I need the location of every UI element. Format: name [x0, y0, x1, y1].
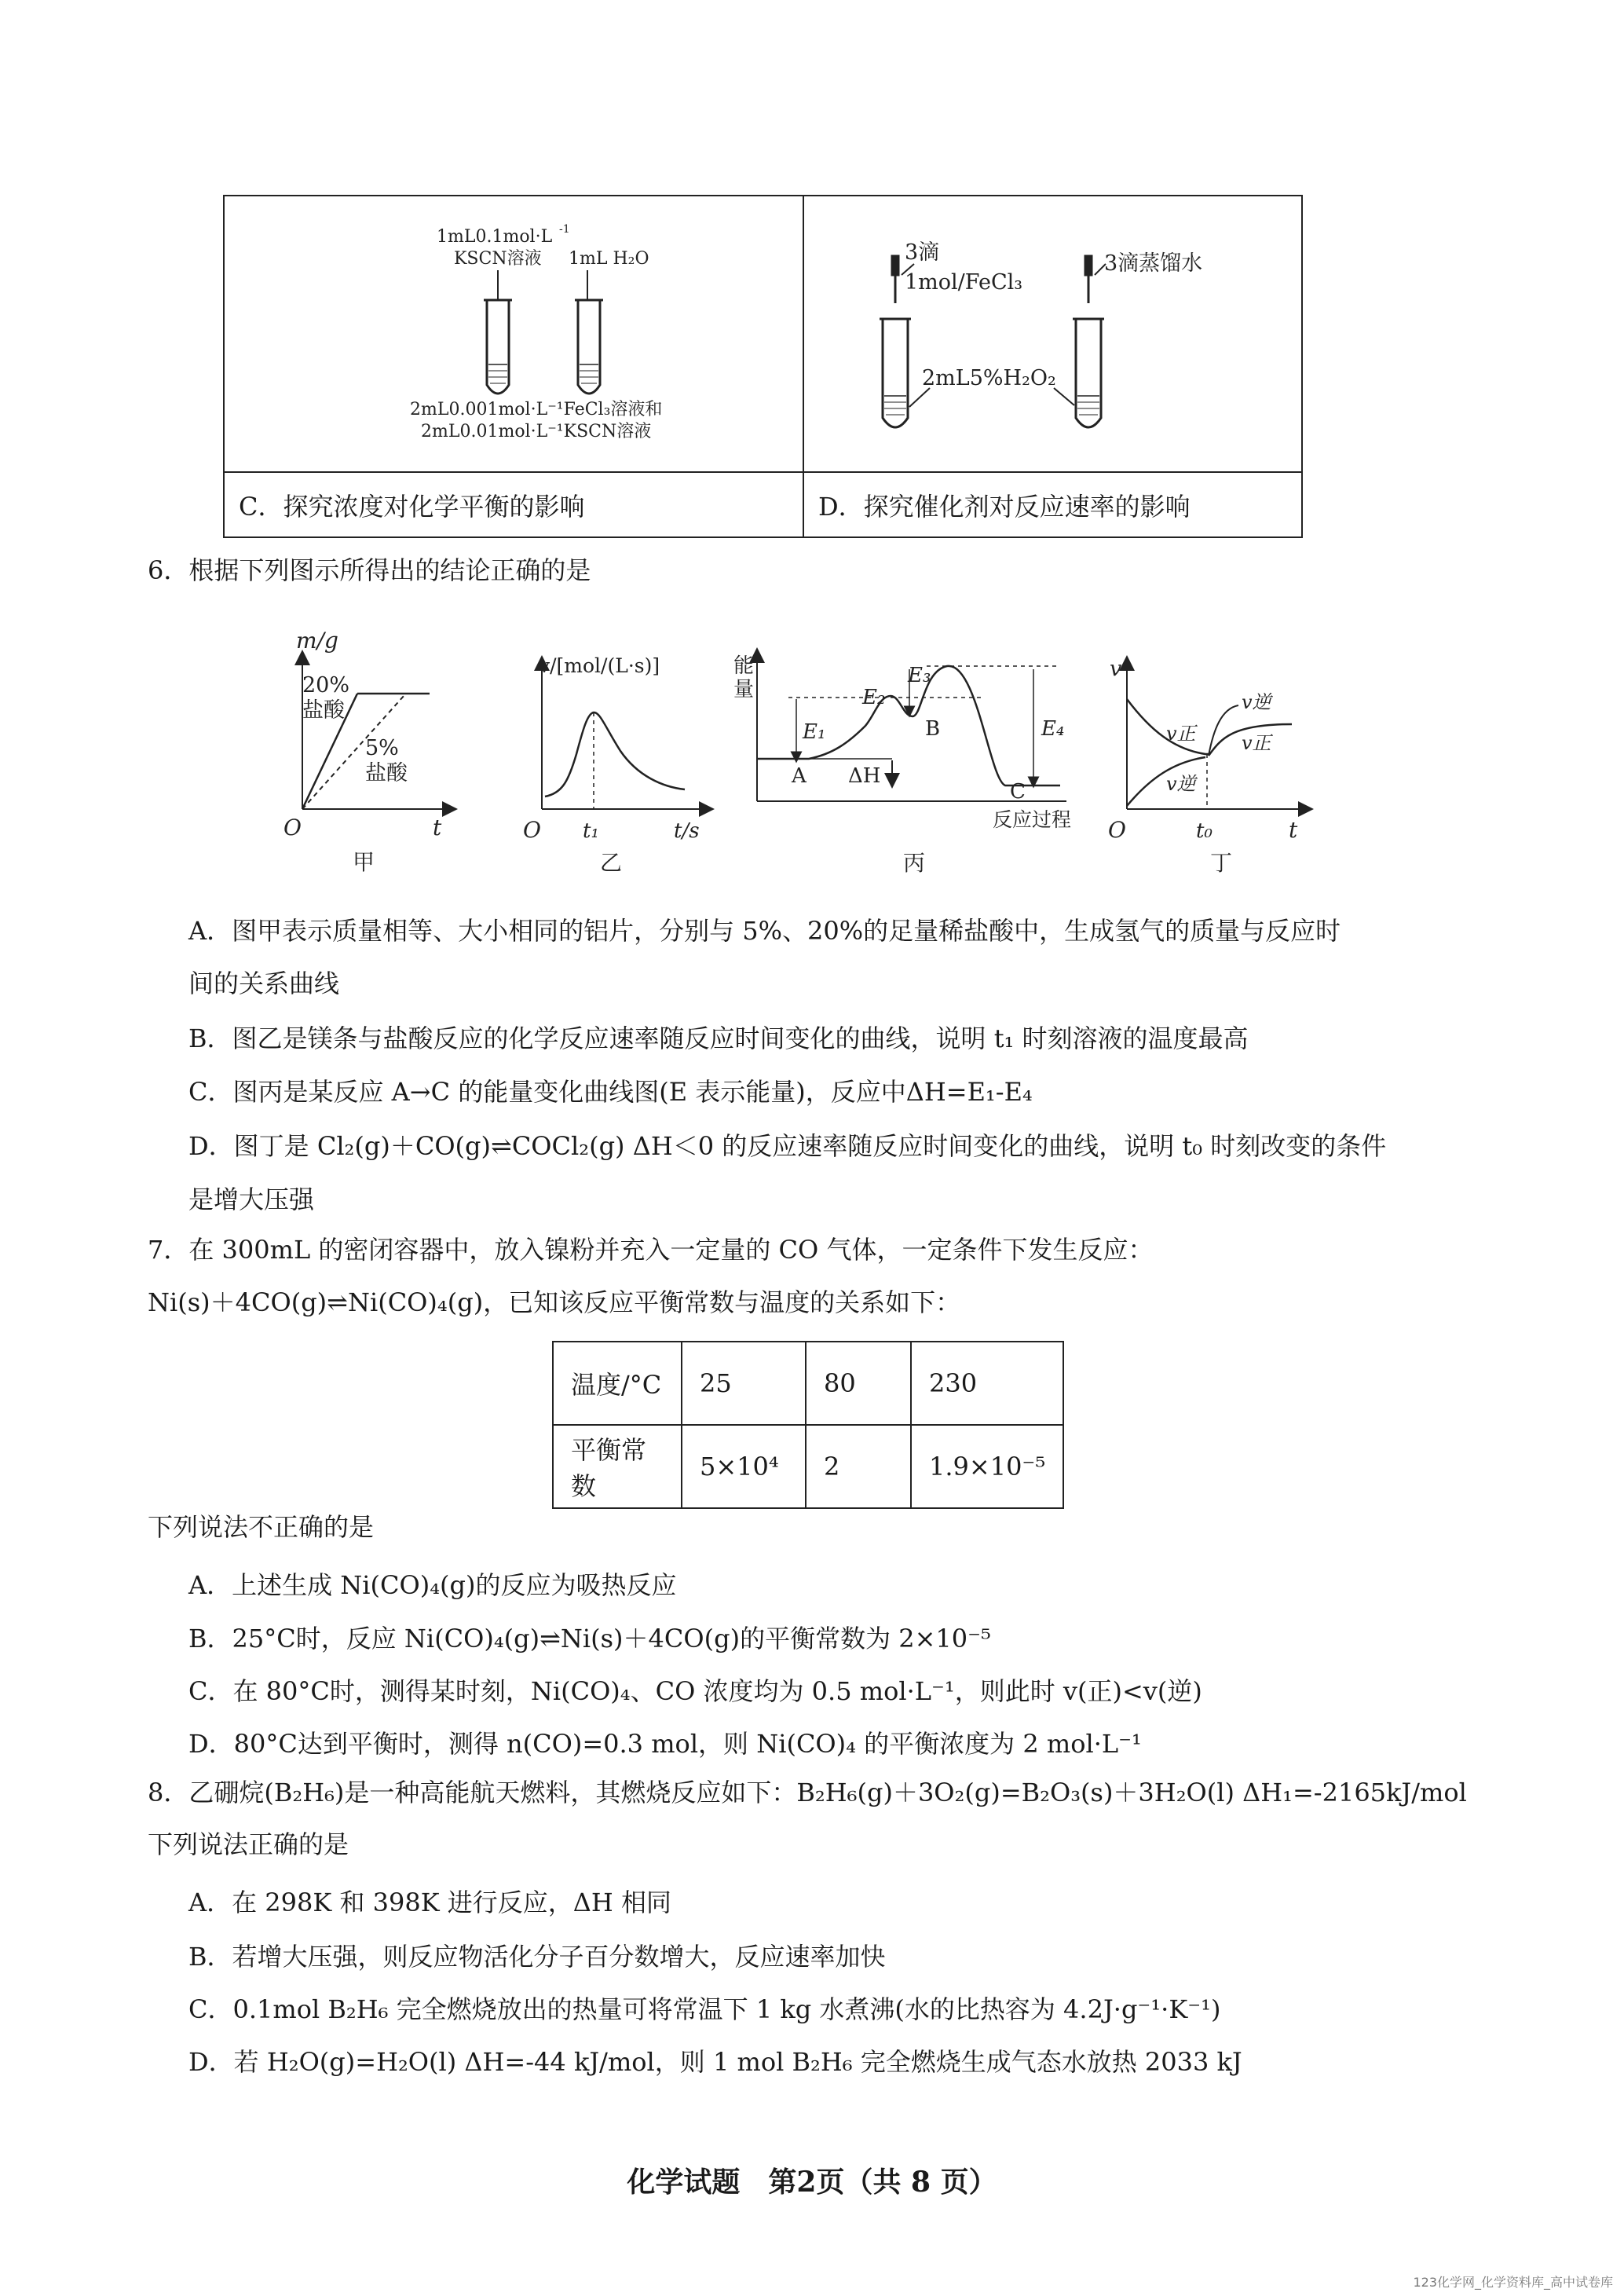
graph-bing	[730, 644, 1074, 884]
ding-caption: 丁	[1210, 850, 1233, 876]
q8-option-c: C．0.1mol B₂H₆ 完全燃烧放出的热量可将常温下 1 kg 水煮沸(水的比热容为 4.2J·g⁻¹·K⁻¹)	[188, 1994, 1221, 2024]
q8-option-b: B．若增大压强，则反应物活化分子百分数增大，反应速率加快	[188, 1942, 886, 1972]
table-cell: 25	[682, 1342, 806, 1425]
bing-e1: E₁	[803, 720, 826, 744]
table-cell: 80	[806, 1342, 911, 1425]
graph-ding	[1103, 652, 1323, 884]
ding-v-ni-bottom: v逆	[1166, 773, 1196, 795]
q7-option-d: D．80°C达到平衡时，测得 n(CO)=0.3 mol，则 Ni(CO)₄ 的平衡浓度为 2 mol·L⁻¹	[188, 1729, 1142, 1759]
jia-xlabel: t	[433, 815, 442, 840]
q7-option-c: C．在 80°C时，测得某时刻，Ni(CO)₄、CO 浓度均为 0.5 mol·L⁻¹，则此时 v(正)<v(逆)	[188, 1676, 1202, 1706]
yi-origin: O	[523, 817, 541, 843]
yi-ylabel: v/[mol/(L·s)]	[539, 654, 660, 677]
caption-d: D．探究催化剂对反应速率的影响	[818, 492, 1191, 522]
q6-option-b: B．图乙是镁条与盐酸反应的化学反应速率随反应时间变化的曲线，说明 t₁ 时刻溶液的温度最高	[188, 1023, 1249, 1053]
table-cell: 5×10⁴	[682, 1425, 806, 1508]
graph-yi	[523, 652, 720, 884]
bing-e3: E₃	[908, 664, 931, 687]
q8-stem-line2: 下列说法正确的是	[148, 1829, 349, 1859]
bing-ylabel-1: 能	[733, 654, 755, 678]
bing-e2: E₂	[862, 686, 886, 709]
equilibrium-constant-table	[552, 1341, 1064, 1509]
q8-option-a: A．在 298K 和 398K 进行反应，ΔH 相同	[188, 1888, 671, 1917]
bing-ylabel-2: 量	[733, 678, 755, 701]
test-tube-d2	[1054, 256, 1106, 427]
table-cell: 1.9×10⁻⁵	[911, 1425, 1063, 1508]
table-cell: 230	[911, 1342, 1063, 1425]
ding-v-zheng-right: v正	[1242, 732, 1271, 754]
c-bottom-label-1: 2mL0.001mol·L⁻¹FeCl₃溶液和	[410, 400, 663, 419]
diagram-c	[225, 196, 803, 471]
bing-caption: 丙	[903, 850, 926, 876]
jia-line2-label-b: 盐酸	[365, 761, 408, 785]
q8-option-d: D．若 H₂O(g)=H₂O(l) ΔH=-44 kJ/mol，则 1 mol B₂H₆ 完全燃烧生成气态水放热 2033 kJ	[188, 2047, 1242, 2077]
table-divider-horizontal	[225, 471, 1301, 473]
page-footer: 化学试题 第2页（共 8 页）	[627, 2166, 997, 2199]
jia-origin: O	[283, 815, 302, 840]
q6-option-a-line1: A．图甲表示质量相等、大小相同的铝片，分别与 5%、20%的足量稀盐酸中，生成氢气的质量与反应时	[188, 916, 1341, 946]
ding-v-ni-right: v逆	[1242, 691, 1271, 713]
d-label-1: 3滴	[905, 240, 940, 265]
ding-origin: O	[1108, 817, 1126, 843]
yi-tick: t₁	[583, 819, 599, 843]
diagram-d	[804, 196, 1303, 471]
c-label-1: 1mL0.1mol·L	[437, 227, 553, 247]
jia-caption: 甲	[353, 849, 375, 875]
q6-option-c: C．图丙是某反应 A→C 的能量变化曲线图(E 表示能量)，反应中ΔH=E₁-E₄	[188, 1077, 1033, 1107]
c-label-3: 1mL H₂O	[569, 249, 649, 269]
ding-tick: t₀	[1196, 819, 1213, 843]
test-tube-c2	[575, 300, 603, 394]
q7-question: 下列说法不正确的是	[148, 1512, 375, 1542]
experiment-table	[223, 195, 1303, 538]
bing-xlabel: 反应过程	[993, 808, 1072, 831]
d-label-2: 1mol/FeCl₃	[905, 270, 1023, 295]
yi-xlabel: t/s	[674, 819, 700, 843]
yi-caption: 乙	[600, 850, 623, 876]
c-label-2: KSCN溶液	[454, 249, 542, 269]
q6-option-a-line2: 间的关系曲线	[188, 969, 340, 998]
jia-ylabel: m/g	[296, 628, 338, 654]
q6-option-d-line2: 是增大压强	[188, 1185, 315, 1214]
bing-b: B	[925, 717, 941, 741]
jia-line2-label: 5%	[365, 736, 399, 760]
q7-stem-line2: Ni(s)＋4CO(g)⇌Ni(CO)₄(g)，已知该反应平衡常数与温度的关系如下：	[148, 1287, 961, 1317]
test-tube-c1	[484, 300, 512, 394]
c-bottom-label-2: 2mL0.01mol·L⁻¹KSCN溶液	[421, 422, 652, 441]
q7-stem-line1: 7．在 300mL 的密闭容器中，放入镍粉并充入一定量的 CO 气体，一定条件下发生反应：	[148, 1235, 1154, 1265]
table-row	[553, 1425, 1063, 1508]
table-cell: 温度/°C	[553, 1342, 682, 1425]
jia-line1-label: 20%	[302, 673, 350, 698]
caption-c: C．探究浓度对化学平衡的影响	[239, 492, 585, 522]
graph-jia	[279, 624, 463, 884]
ding-v-zheng-top: v正	[1166, 723, 1196, 745]
q7-option-b: B．25°C时，反应 Ni(CO)₄(g)⇌Ni(s)＋4CO(g)的平衡常数为 2×10⁻⁵	[188, 1624, 991, 1653]
d-label-3: 3滴蒸馏水	[1104, 251, 1203, 276]
q6-option-d-line1: D．图丁是 Cl₂(g)＋CO(g)⇌COCl₂(g) ΔH＜0 的反应速率随反应时间变化的曲线，说明 t₀ 时刻改变的条件	[188, 1131, 1387, 1161]
q8-stem-line1: 8．乙硼烷(B₂H₆)是一种高能航天燃料，其燃烧反应如下：B₂H₆(g)＋3O₂(g)=B₂O₃(s)＋3H₂O(l) ΔH₁=-2165kJ/mol	[148, 1778, 1467, 1807]
bing-dh: ΔH	[848, 764, 881, 788]
watermark: 123化学网_化学资料库_高中试卷库	[1413, 2275, 1613, 2290]
q7-option-a: A．上述生成 Ni(CO)₄(g)的反应为吸热反应	[188, 1570, 677, 1600]
table-cell: 2	[806, 1425, 911, 1508]
table-row	[553, 1342, 1063, 1425]
jia-line1-label-b: 盐酸	[302, 698, 345, 723]
c-label-1-sup: -1	[559, 223, 570, 236]
q6-stem: 6．根据下列图示所得出的结论正确的是	[148, 555, 591, 585]
ding-ylabel: v	[1110, 657, 1122, 681]
bing-e4: E₄	[1041, 717, 1065, 741]
bing-a: A	[792, 764, 807, 788]
bing-c: C	[1010, 780, 1026, 804]
ding-xlabel: t	[1289, 817, 1298, 843]
table-cell: 平衡常数	[553, 1425, 682, 1508]
d-label-4: 2mL5%H₂O₂	[922, 366, 1056, 390]
